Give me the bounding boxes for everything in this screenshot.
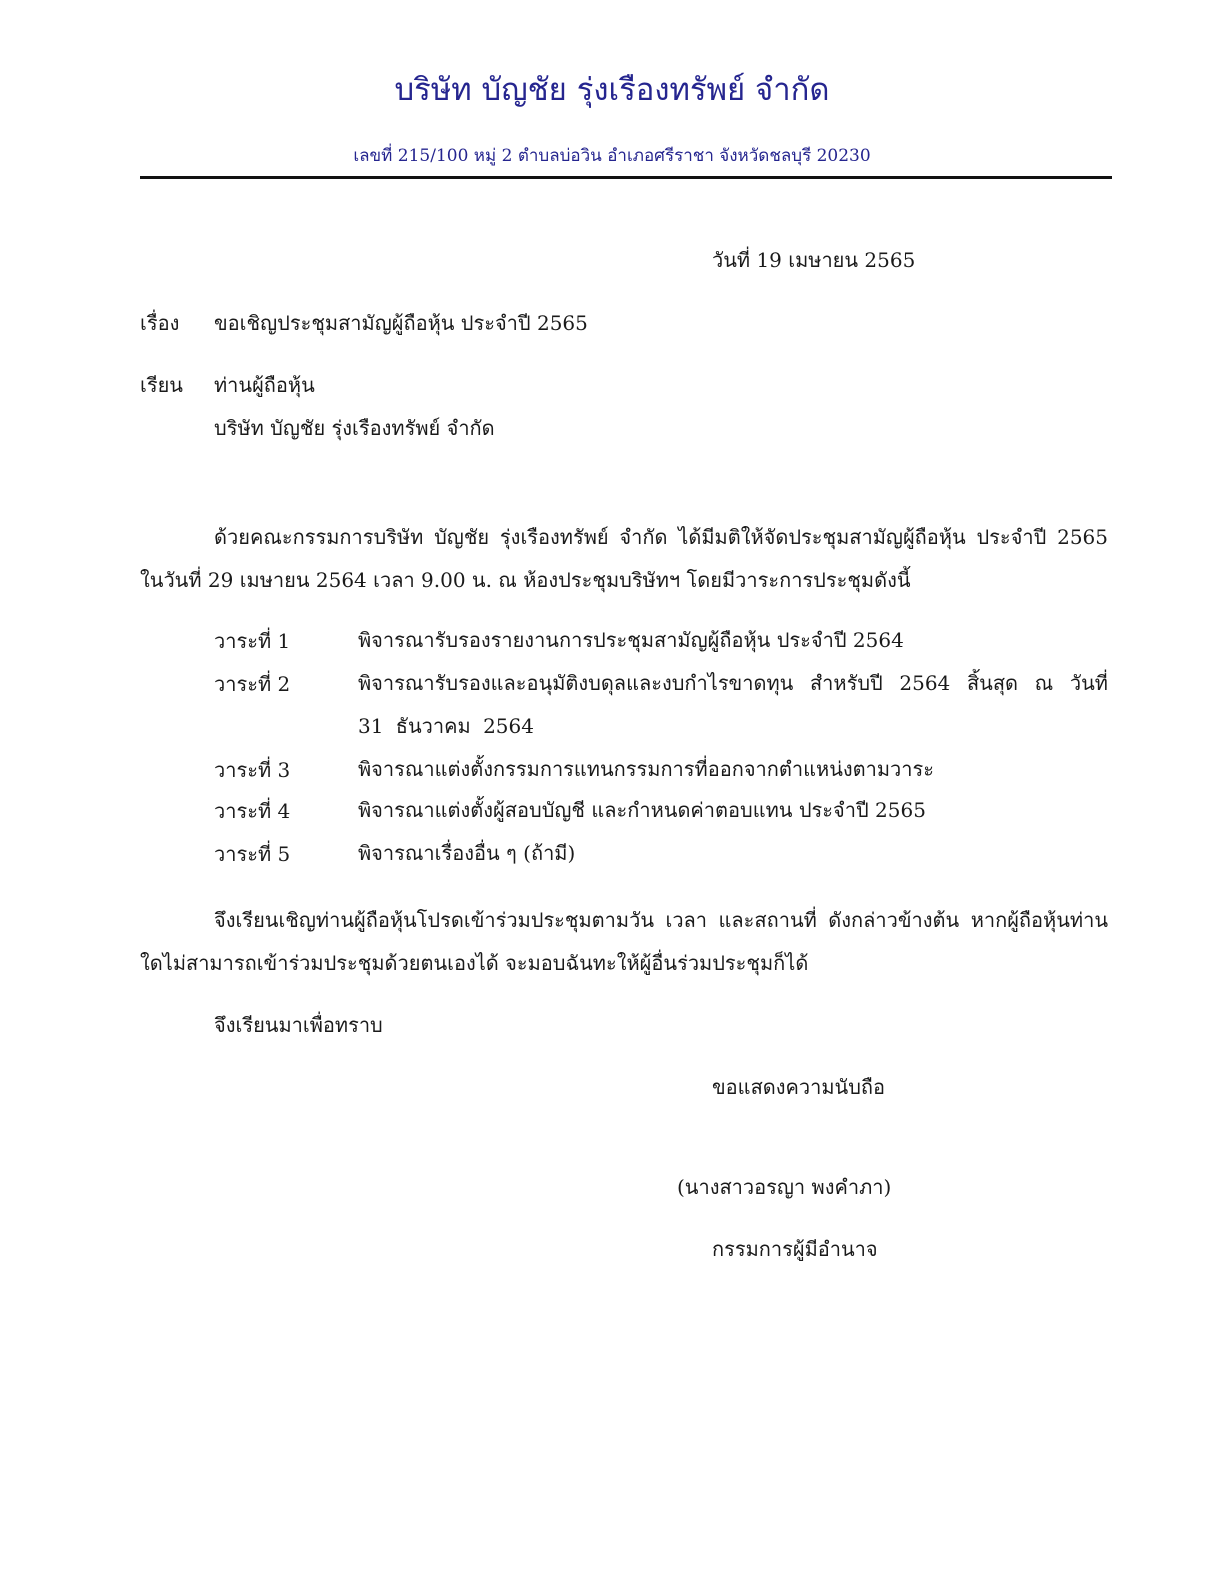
- agenda-item-label: วาระที่ 5: [214, 842, 291, 866]
- invitation-paragraph: จึงเรียนเชิญท่านผู้ถือหุ้นโปรดเข้าร่วมประชุมตามวัน เวลา และสถานที่ ดังกล่าวข้างต้น หากผู้ถือหุ้นท่านใดไม่สามารถเข้าร่วมประชุมด้วยตนเองได้ จะมอบฉันทะให้ผู้อื่นร่วมประชุมก็ได้: [140, 908, 1108, 975]
- subject-label: เรื่อง: [140, 311, 180, 335]
- agenda-item-text: พิจารณารับรองรายงานการประชุมสามัญผู้ถือหุ้น ประจำปี 2564: [358, 628, 904, 652]
- agenda-item-text: พิจารณาแต่งตั้งผู้สอบบัญชี และกำหนดค่าตอบแทน ประจำปี 2565: [358, 798, 926, 822]
- company-name: บริษัท บัญชัย รุ่งเรืองทรัพย์ จำกัด: [394, 72, 830, 108]
- closing-line: จึงเรียนมาเพื่อทราบ: [214, 1013, 383, 1037]
- signer-name: (นางสาวอรญา พงคำภา): [677, 1175, 892, 1199]
- signer-title: กรรมการผู้มีอำนาจ: [712, 1237, 878, 1261]
- recipient-line-2: บริษัท บัญชัย รุ่งเรืองทรัพย์ จำกัด: [214, 416, 495, 440]
- header-divider: [140, 176, 1112, 179]
- letter-date: วันที่ 19 เมษายน 2565: [712, 248, 916, 272]
- regards-line: ขอแสดงความนับถือ: [712, 1075, 886, 1099]
- subject-text: ขอเชิญประชุมสามัญผู้ถือหุ้น ประจำปี 2565: [214, 311, 588, 335]
- agenda-item-text: พิจารณารับรองและอนุมัติงบดุลและงบกำไรขาดทุน สำหรับปี 2564 สิ้นสุด ณ วันที่ 31 ธันวาคม 2564: [358, 671, 1108, 738]
- agenda-item-label: วาระที่ 2: [214, 672, 291, 696]
- agenda-item-label: วาระที่ 1: [214, 629, 291, 653]
- agenda-item-text: พิจารณาแต่งตั้งกรรมการแทนกรรมการที่ออกจากตำแหน่งตามวาระ: [358, 757, 934, 781]
- agenda-item-label: วาระที่ 3: [214, 758, 291, 782]
- recipient-label: เรียน: [140, 373, 183, 397]
- company-address: เลขที่ 215/100 หมู่ 2 ตำบลบ่อวิน อำเภอศรีราชา จังหวัดชลบุรี 20230: [353, 146, 871, 166]
- recipient-line-1: ท่านผู้ถือหุ้น: [214, 373, 315, 397]
- agenda-item-text: พิจารณาเรื่องอื่น ๆ (ถ้ามี): [358, 841, 576, 865]
- intro-paragraph: ด้วยคณะกรรมการบริษัท บัญชัย รุ่งเรืองทรัพย์ จำกัด ได้มีมติให้จัดประชุมสามัญผู้ถือหุ้น ประจำปี 2565 ในวันที่ 29 เมษายน 2564 เวลา 9.00 น. ณ ห้องประชุมบริษัทฯ โดยมีวาระการประชุมดังนี้: [140, 525, 1108, 592]
- agenda-item-label: วาระที่ 4: [214, 799, 291, 823]
